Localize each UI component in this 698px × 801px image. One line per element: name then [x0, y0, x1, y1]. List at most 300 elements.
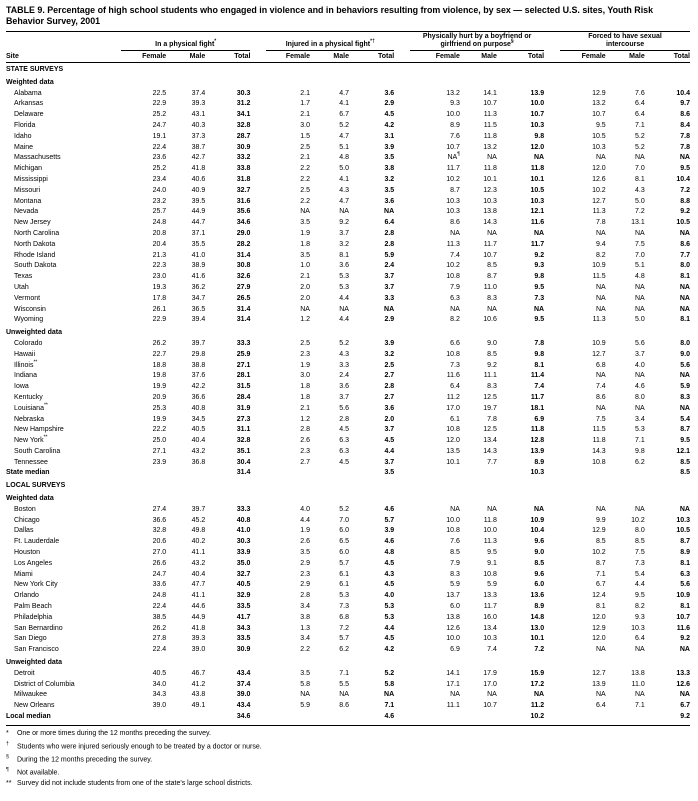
value-cell: NA	[634, 305, 645, 313]
column-header-male: Male	[310, 51, 349, 63]
value-cell	[121, 712, 166, 725]
value-cell: 10.0	[530, 100, 545, 108]
value-cell: 31.1	[236, 426, 251, 434]
value-cell: 4.7	[339, 197, 349, 205]
table-row	[6, 294, 690, 305]
value-cell: 28.2	[236, 240, 251, 248]
value-cell: 29.0	[236, 229, 251, 237]
value-cell: 11.6	[676, 624, 690, 632]
value-cell: 7.4	[450, 251, 460, 259]
value-cell: 6.0	[534, 581, 545, 589]
value-cell: 12.7	[592, 350, 606, 358]
value-cell: 19.3	[152, 283, 167, 291]
value-cell: NA	[595, 691, 606, 699]
value-cell: 3.7	[384, 426, 395, 434]
group-header-hurt-by-partner: Physically hurt by a boyfriend or girlfriend on purpose§	[394, 33, 544, 51]
value-cell: NA	[679, 404, 690, 412]
value-cell: 8.4	[680, 121, 690, 129]
column-header-total: Total	[205, 51, 250, 63]
value-cell: NA	[384, 305, 395, 313]
value-cell: 9.3	[634, 613, 645, 621]
section-row	[6, 479, 690, 492]
value-cell: 43.4	[236, 702, 251, 710]
value-cell: 2.5	[300, 186, 310, 194]
value-cell: 32.8	[236, 437, 251, 445]
value-cell: 17.9	[483, 669, 497, 677]
table-row	[6, 164, 690, 175]
value-cell: 18.1	[530, 404, 545, 412]
value-cell: 8.1	[595, 603, 606, 611]
value-cell: NA	[595, 154, 606, 162]
value-cell: NA	[533, 505, 545, 513]
value-cell: 22.4	[152, 143, 167, 151]
value-cell: 7.6	[450, 132, 460, 140]
value-cell: 11.7	[446, 165, 460, 173]
value-cell: 26.1	[152, 305, 167, 313]
value-cell: 4.4	[384, 447, 395, 455]
value-cell: 38.7	[191, 143, 206, 151]
value-cell: 10.7	[483, 702, 497, 710]
value-cell: 9.1	[487, 559, 497, 567]
value-cell: 8.9	[680, 549, 690, 557]
value-cell: 4.6	[349, 712, 394, 725]
value-cell: 34.0	[152, 680, 167, 688]
value-cell: 35.1	[236, 447, 251, 455]
value-cell: 35.6	[236, 208, 251, 216]
value-cell: 39.0	[191, 646, 206, 654]
value-cell: 4.4	[339, 316, 349, 324]
footnote	[6, 739, 690, 752]
table-header	[6, 33, 690, 63]
value-cell: 2.1	[300, 404, 310, 412]
group-header-forced-intercourse: Forced to have sexual intercourse	[544, 33, 690, 51]
value-cell: 10.1	[446, 458, 460, 466]
value-cell: 5.9	[300, 702, 310, 710]
value-cell: 12.8	[530, 437, 545, 445]
value-cell: 9.8	[634, 447, 645, 455]
value-cell: 6.1	[339, 581, 349, 589]
value-cell: 37.3	[191, 132, 206, 140]
value-cell: NA	[595, 294, 606, 302]
value-cell: 42.7	[191, 154, 206, 162]
value-cell: 2.7	[300, 458, 310, 466]
subsection-row	[6, 492, 690, 505]
site-cell: Maine	[14, 143, 34, 151]
value-cell: NA	[679, 646, 690, 654]
value-cell: NA	[634, 283, 645, 291]
value-cell: 37.6	[191, 372, 206, 380]
value-cell: 25.2	[152, 165, 167, 173]
site-cell: Palm Beach	[14, 603, 52, 611]
site-cell: San Bernardino	[14, 624, 63, 632]
value-cell: 3.6	[384, 89, 395, 97]
value-cell	[166, 468, 205, 479]
subsection-label: Weighted data	[6, 495, 54, 503]
value-cell: 31.6	[236, 197, 251, 205]
site-cell: District of Columbia	[14, 680, 75, 688]
value-cell: 20.6	[152, 538, 167, 546]
value-cell: 33.6	[152, 581, 167, 589]
value-cell: 6.0	[450, 603, 460, 611]
footnote-text: Survey did not include students from one of the state's large school districts.	[15, 779, 253, 787]
column-header-total: Total	[497, 51, 544, 63]
value-cell: 9.2	[680, 635, 690, 643]
value-cell: 7.4	[487, 646, 497, 654]
value-cell: 7.2	[534, 646, 545, 654]
table-row	[6, 537, 690, 548]
value-cell: NA	[300, 208, 310, 216]
value-cell: 39.7	[191, 505, 206, 513]
value-cell: 22.2	[152, 426, 167, 434]
value-cell: 7.3	[634, 559, 645, 567]
value-cell: 10.0	[446, 635, 460, 643]
value-cell	[460, 468, 497, 479]
value-cell: 40.4	[191, 437, 206, 445]
value-cell: 2.8	[339, 415, 349, 423]
subsection-row	[6, 656, 690, 669]
value-cell: 7.0	[634, 165, 645, 173]
value-cell: 40.5	[152, 669, 167, 677]
footnotes	[6, 729, 690, 789]
table-row	[6, 99, 690, 110]
value-cell: 8.1	[680, 559, 690, 567]
value-cell: NA	[634, 505, 645, 513]
site-cell: Utah	[14, 283, 29, 291]
value-cell: 2.4	[339, 372, 349, 380]
table-row	[6, 186, 690, 197]
value-cell: 38.5	[152, 613, 167, 621]
value-cell: NA	[339, 691, 349, 699]
value-cell: NA	[339, 305, 349, 313]
value-cell: 20.8	[152, 229, 167, 237]
value-cell: 7.8	[680, 143, 690, 151]
value-cell: 9.2	[680, 208, 690, 216]
value-cell: 40.2	[191, 538, 206, 546]
value-cell: 9.2	[645, 712, 690, 725]
value-cell: 3.7	[384, 283, 395, 291]
value-cell: 2.6	[300, 538, 310, 546]
value-cell: 10.7	[483, 100, 497, 108]
table-row	[6, 591, 690, 602]
site-cell: Tennessee	[14, 458, 48, 466]
value-cell: 13.0	[530, 624, 545, 632]
value-cell: 7.1	[384, 702, 395, 710]
value-cell: 11.7	[483, 240, 497, 248]
value-cell: 9.9	[595, 516, 606, 524]
value-cell: 33.2	[236, 154, 251, 162]
value-cell: 6.1	[450, 415, 460, 423]
value-cell: 7.8	[680, 132, 690, 140]
value-cell: 10.8	[592, 458, 606, 466]
value-cell: 4.4	[634, 581, 645, 589]
value-cell: 8.2	[595, 251, 606, 259]
value-cell: 40.4	[191, 570, 206, 578]
value-cell: 7.3	[339, 603, 349, 611]
value-cell: 10.3	[483, 635, 497, 643]
value-cell: 22.4	[152, 646, 167, 654]
value-cell: 7.1	[339, 669, 349, 677]
subsection-row	[6, 76, 690, 89]
value-cell: 1.0	[300, 262, 310, 270]
value-cell: 4.2	[384, 121, 395, 129]
table-row	[6, 207, 690, 218]
value-cell: 1.2	[300, 415, 310, 423]
value-cell: 24.0	[152, 186, 167, 194]
value-cell: 10.3	[592, 143, 606, 151]
value-cell: 38.9	[191, 262, 206, 270]
value-cell: 4.5	[384, 581, 395, 589]
table-row	[6, 425, 690, 436]
site-cell: Colorado	[14, 339, 43, 347]
footnote-marker: ¶	[6, 767, 9, 774]
value-cell: 9.5	[680, 437, 690, 445]
value-cell: 5.3	[339, 592, 349, 600]
value-cell: 32.8	[236, 121, 251, 129]
table-title: TABLE 9. Percentage of high school students who engaged in violence and in behaviors resulting from violence, by sex — selected U.S. sites, Youth Risk Behavior Survey, 2001	[6, 5, 690, 32]
value-cell: 13.4	[483, 624, 497, 632]
value-cell: 5.2	[339, 339, 349, 347]
value-cell: 27.3	[236, 415, 251, 423]
value-cell: 34.6	[236, 219, 251, 227]
value-cell: NA	[487, 505, 497, 513]
table-row	[6, 690, 690, 701]
value-cell: NA	[679, 283, 690, 291]
value-cell: 5.3	[384, 603, 395, 611]
value-cell: 30.3	[236, 89, 251, 97]
value-cell: 14.8	[530, 613, 545, 621]
value-cell: 8.9	[534, 603, 545, 611]
value-cell: 6.6	[450, 339, 460, 347]
value-cell: 31.5	[236, 383, 251, 391]
value-cell: 10.3	[530, 469, 545, 477]
value-cell: 10.8	[446, 527, 460, 535]
value-cell	[544, 468, 606, 479]
value-cell: 9.8	[534, 132, 545, 140]
value-cell: 31.9	[236, 404, 251, 412]
value-cell: 3.5	[384, 186, 395, 194]
value-cell: 17.0	[446, 404, 460, 412]
value-cell: 4.6	[634, 383, 645, 391]
value-cell: 7.3	[534, 294, 545, 302]
value-cell	[166, 712, 205, 725]
table-row	[6, 240, 690, 251]
table-row	[6, 526, 690, 537]
value-cell: 4.5	[384, 437, 395, 445]
value-cell: 8.1	[534, 361, 545, 369]
value-cell: 10.4	[676, 89, 690, 97]
value-cell: 5.6	[680, 581, 690, 589]
value-cell: 13.7	[446, 592, 460, 600]
site-cell: New York**	[14, 434, 48, 445]
value-cell: 8.1	[634, 175, 645, 183]
value-cell: 36.5	[191, 305, 206, 313]
value-cell: 8.5	[487, 350, 497, 358]
footnote	[6, 752, 690, 765]
value-cell: 11.3	[592, 316, 606, 324]
value-cell: 6.5	[339, 538, 349, 546]
value-cell: 3.7	[384, 458, 395, 466]
table-row	[6, 613, 690, 624]
value-cell: 3.5	[300, 251, 310, 259]
value-cell: 7.1	[634, 121, 645, 129]
value-cell: 3.7	[634, 350, 645, 358]
subsection-label: Unweighted data	[6, 659, 63, 667]
site-cell: Iowa	[14, 383, 29, 391]
value-cell: 16.0	[483, 613, 497, 621]
value-cell: 24.7	[152, 570, 167, 578]
value-cell: 9.7	[680, 100, 690, 108]
value-cell: 14.1	[483, 89, 497, 97]
value-cell: 14.3	[483, 447, 497, 455]
value-cell: 2.4	[384, 262, 395, 270]
value-cell: 8.6	[595, 393, 606, 401]
value-cell: NA	[339, 208, 349, 216]
site-cell: New Hampshire	[14, 426, 64, 434]
value-cell: 5.3	[384, 613, 395, 621]
value-cell: 34.3	[236, 624, 251, 632]
value-cell: 11.0	[483, 283, 497, 291]
value-cell: 37.4	[191, 89, 206, 97]
value-cell: 3.4	[634, 415, 645, 423]
value-cell: 23.9	[152, 458, 167, 466]
value-cell: 7.8	[534, 339, 545, 347]
value-cell: 34.1	[236, 111, 251, 119]
value-cell: 3.8	[300, 613, 310, 621]
value-cell: 28.4	[236, 393, 251, 401]
value-cell: 13.9	[530, 89, 545, 97]
value-cell: 25.0	[152, 437, 167, 445]
value-cell: 2.7	[384, 372, 395, 380]
value-cell: 7.1	[634, 437, 645, 445]
value-cell: 5.9	[384, 251, 395, 259]
value-cell: 13.6	[530, 592, 545, 600]
value-cell: 9.2	[339, 219, 349, 227]
value-cell: 5.8	[384, 680, 395, 688]
value-cell: 4.6	[384, 505, 395, 513]
value-cell: 3.7	[339, 229, 349, 237]
value-cell: NA	[679, 372, 690, 380]
value-cell: 26.6	[152, 559, 167, 567]
value-cell: 10.8	[446, 350, 460, 358]
table-row	[6, 229, 690, 240]
value-cell: 9.8	[534, 350, 545, 358]
median-row	[6, 468, 690, 479]
site-cell: Texas	[14, 273, 33, 281]
table-row	[6, 218, 690, 229]
value-cell: 33.8	[236, 165, 251, 173]
value-cell: 10.5	[530, 186, 545, 194]
value-cell: 8.7	[487, 273, 497, 281]
value-cell: 11.7	[530, 393, 545, 401]
value-cell	[310, 712, 349, 725]
value-cell: 2.9	[384, 316, 395, 324]
value-cell: NA	[487, 154, 497, 162]
value-cell: 10.6	[483, 316, 497, 324]
value-cell: 2.9	[300, 559, 310, 567]
value-cell: 11.8	[592, 437, 606, 445]
value-cell: 28.7	[236, 132, 251, 140]
value-cell: 2.5	[384, 361, 395, 369]
value-cell: NA	[450, 691, 460, 699]
value-cell: 10.3	[676, 516, 690, 524]
value-cell: 8.0	[634, 527, 645, 535]
value-cell: 21.3	[152, 251, 167, 259]
footnote-marker: †	[6, 740, 9, 747]
value-cell: 5.9	[487, 581, 497, 589]
value-cell: 1.9	[300, 527, 310, 535]
value-cell: 4.8	[339, 154, 349, 162]
site-cell: Detroit	[14, 669, 35, 677]
value-cell: 8.7	[595, 559, 606, 567]
value-cell: 31.4	[236, 251, 251, 259]
table-row	[6, 283, 690, 294]
value-cell: 2.1	[300, 89, 310, 97]
value-cell: 39.4	[191, 316, 206, 324]
value-cell: 7.9	[450, 559, 460, 567]
value-cell: 43.2	[191, 447, 206, 455]
value-cell: 24.8	[152, 219, 167, 227]
value-cell: 24.8	[152, 592, 167, 600]
value-cell: 6.4	[450, 383, 460, 391]
value-cell: 9.5	[680, 165, 690, 173]
value-cell: 3.2	[384, 350, 395, 358]
value-cell: 23.0	[152, 273, 167, 281]
value-cell: 9.5	[634, 592, 645, 600]
site-cell: Missouri	[14, 186, 41, 194]
value-cell: 3.7	[339, 393, 349, 401]
column-header-female: Female	[544, 51, 606, 63]
value-cell: NA	[634, 691, 645, 699]
value-cell: 28.1	[236, 372, 251, 380]
value-cell: 19.1	[152, 132, 167, 140]
value-cell: 8.5	[487, 262, 497, 270]
table-row	[6, 559, 690, 570]
table-row	[6, 197, 690, 208]
section-label: LOCAL SURVEYS	[6, 482, 66, 490]
value-cell: 41.1	[191, 592, 206, 600]
site-cell: Michigan	[14, 165, 43, 173]
value-cell: 4.6	[384, 538, 395, 546]
value-cell: 4.5	[384, 635, 395, 643]
table-row	[6, 516, 690, 527]
footnote	[6, 765, 690, 778]
site-cell: San Diego	[14, 635, 47, 643]
value-cell: 5.8	[300, 680, 310, 688]
value-cell: 8.0	[680, 339, 690, 347]
value-cell: 17.2	[530, 680, 545, 688]
value-cell: 9.3	[534, 262, 545, 270]
value-cell: 15.9	[530, 669, 545, 677]
value-cell: 5.6	[339, 404, 349, 412]
value-cell: 2.2	[300, 646, 310, 654]
site-cell: Massachusetts	[14, 154, 61, 162]
value-cell: 11.8	[483, 132, 497, 140]
value-cell	[121, 468, 166, 479]
value-cell: 39.5	[191, 197, 206, 205]
value-cell: 30.9	[236, 143, 251, 151]
value-cell: 8.6	[450, 219, 460, 227]
value-cell: 41.1	[191, 549, 206, 557]
site-cell: Florida	[14, 121, 36, 129]
value-cell: 13.3	[483, 592, 497, 600]
value-cell: 5.2	[634, 143, 645, 151]
value-cell: 35.5	[191, 240, 206, 248]
value-cell: 40.9	[191, 186, 206, 194]
site-cell: North Dakota	[14, 240, 56, 248]
value-cell: 3.6	[339, 262, 349, 270]
table-row	[6, 315, 690, 326]
table-row	[6, 645, 690, 656]
